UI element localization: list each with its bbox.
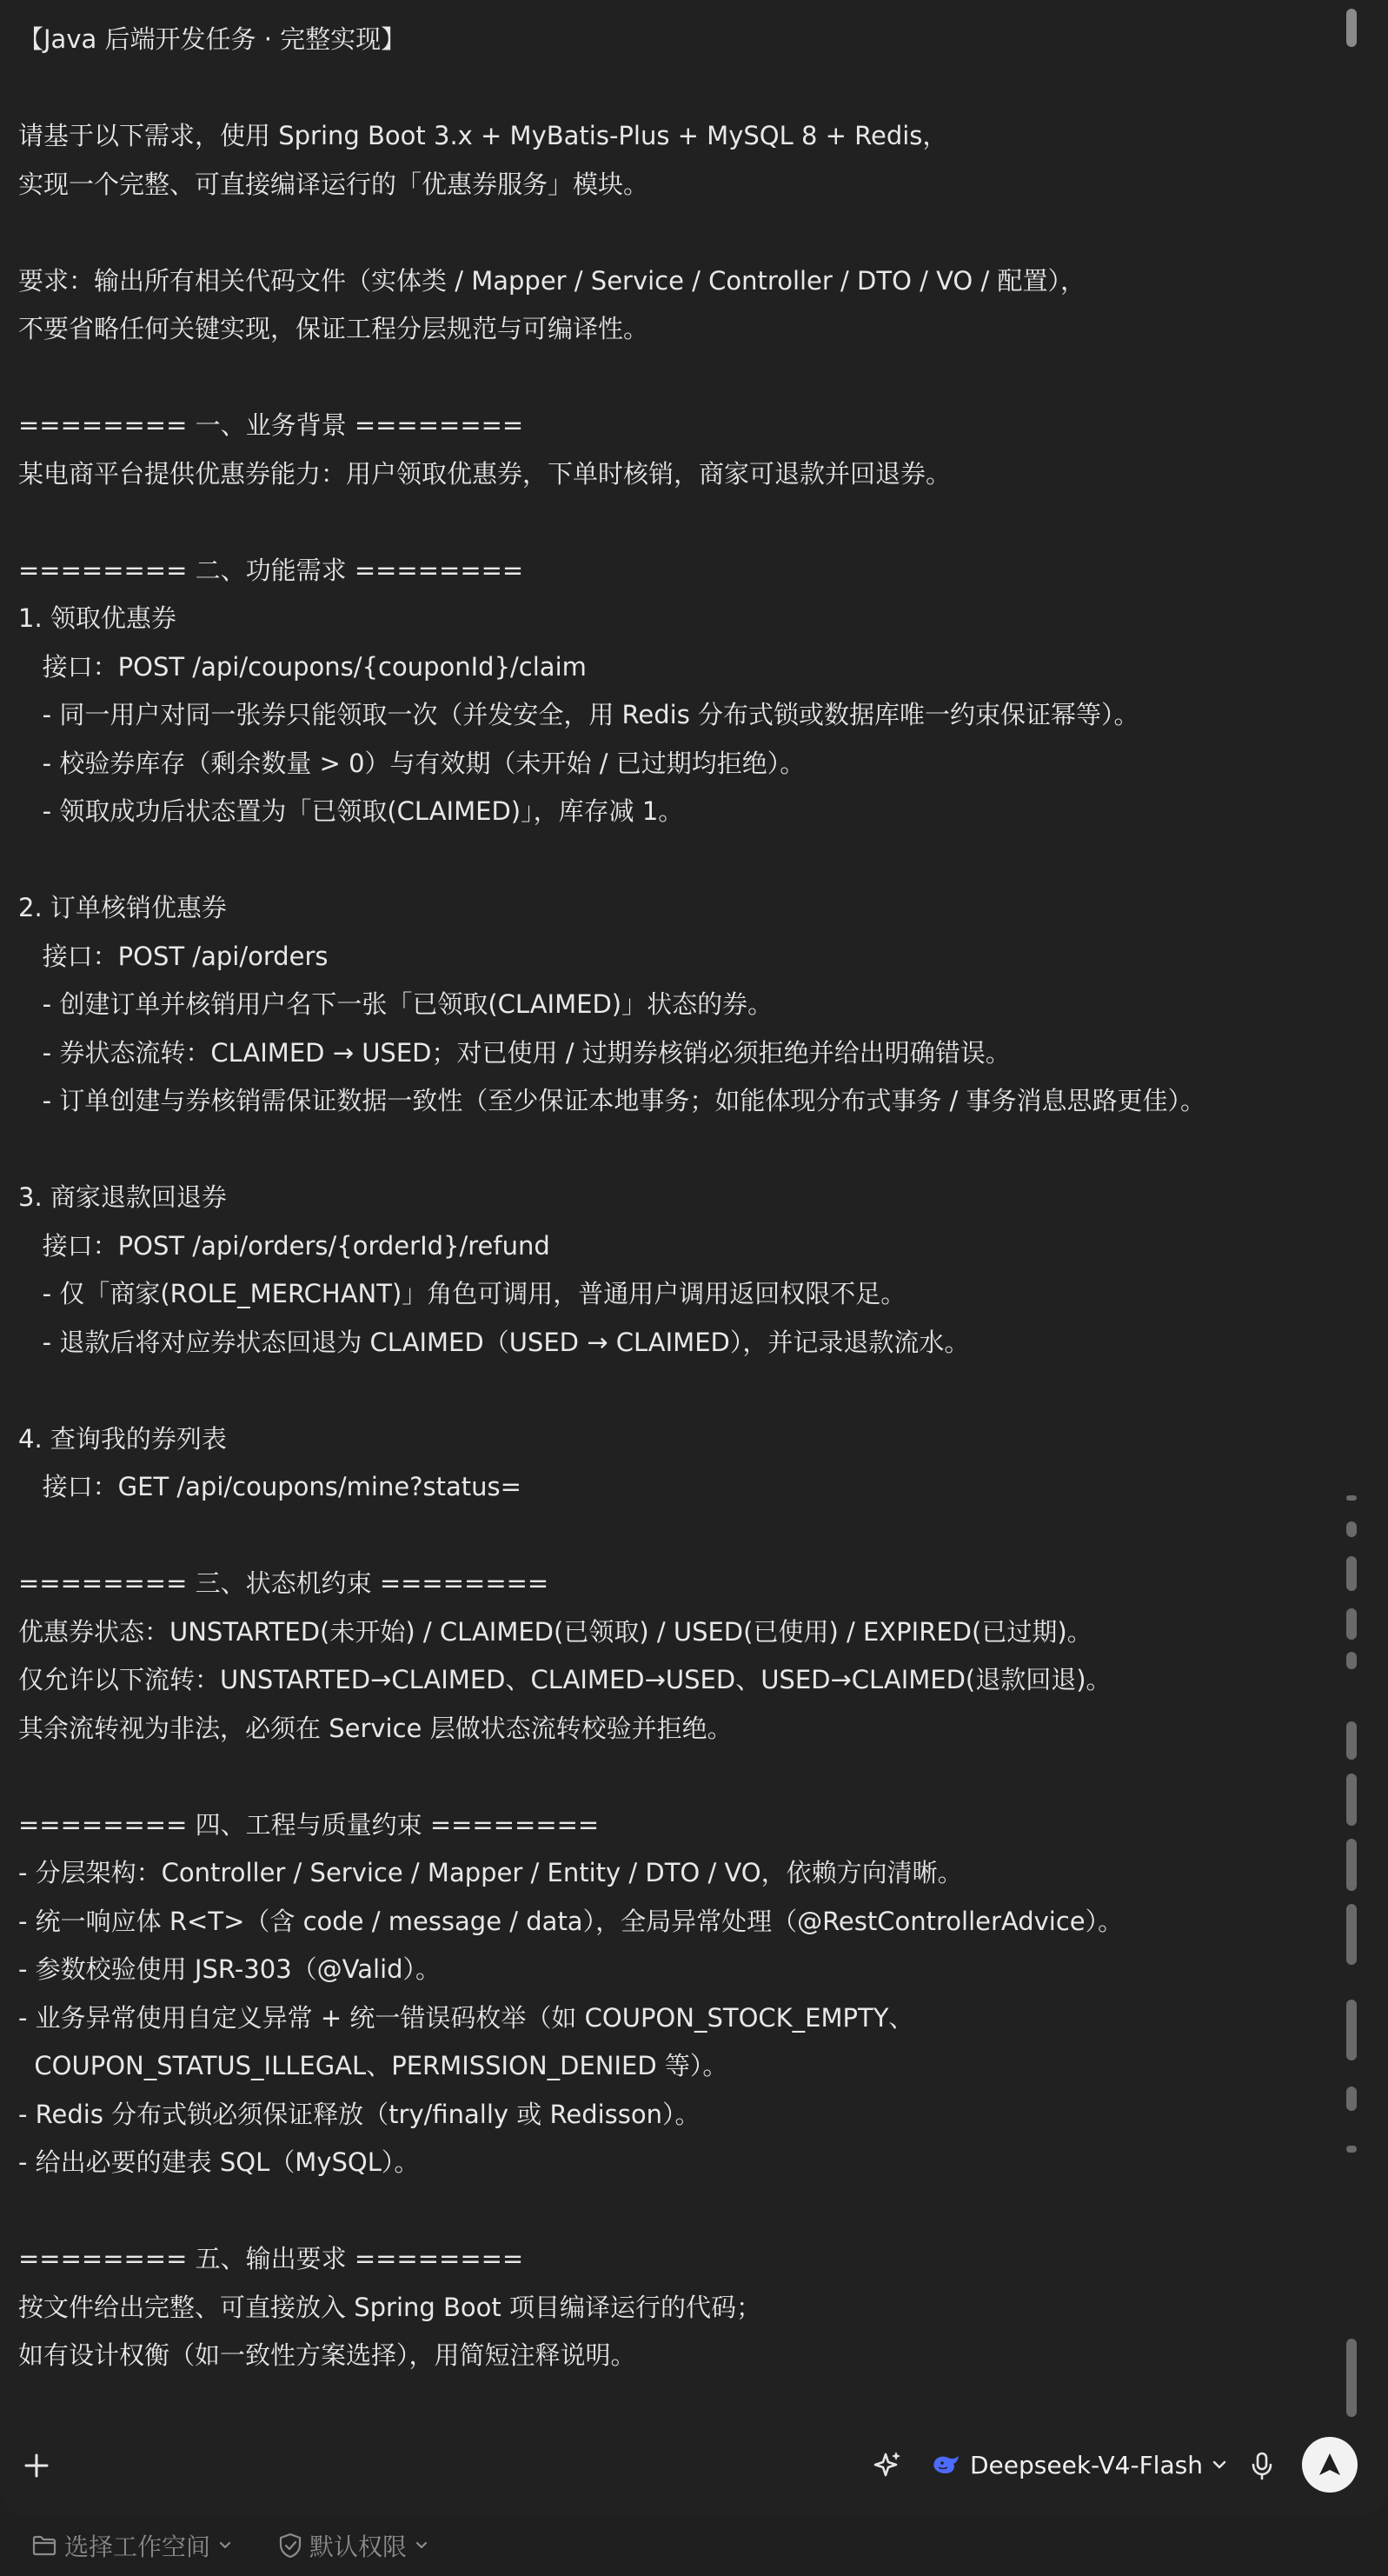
- prompt-line: ======== 三、状态机约束 ========: [18, 1568, 549, 1598]
- chevron-down-icon: [414, 2539, 429, 2552]
- blank-line: [18, 1753, 1339, 1801]
- prompt-line: 接口：POST /api/coupons/{couponId}/claim: [18, 651, 587, 682]
- prompt-line: - 订单创建与券核销需保证数据一致性（至少保证本地事务；如能体现分布式事务 / 事务消息思路更佳）。: [18, 1086, 1206, 1115]
- prompt-line: ======== 四、工程与质量约束 ========: [18, 1809, 600, 1840]
- blank-line: [18, 1126, 1339, 1175]
- chevron-down-icon: [1212, 2459, 1227, 2471]
- prompt-line: - 退款后将对应券状态回退为 CLAIMED（USED → CLAIMED），并记录退款流水。: [18, 1327, 970, 1357]
- scrollbar-segment: [1346, 1904, 1357, 1965]
- prompt-line: - 仅「商家(ROLE_MERCHANT)」角色可调用，普通用户调用返回权限不足。: [18, 1279, 907, 1308]
- plus-icon: [23, 2453, 50, 2479]
- prompt-line: 如有设计权衡（如一致性方案选择），用简短注释说明。: [18, 2340, 636, 2370]
- scrollbar-segment: [1346, 1774, 1357, 1826]
- scrollbar-segment: [1346, 1652, 1357, 1669]
- scrollbar-thumb[interactable]: [1346, 9, 1357, 47]
- prompt-line: - 分层架构：Controller / Service / Mapper / Entity / DTO / VO，依赖方向清晰。: [18, 1858, 963, 1887]
- blank-line: [18, 2187, 1339, 2236]
- prompt-line: 优惠券状态：UNSTARTED(未开始) / CLAIMED(已领取) / USED(已使用) / EXPIRED(已过期)。: [18, 1616, 1092, 1647]
- workspace-selector[interactable]: [31, 2530, 233, 2561]
- prompt-line: 接口：POST /api/orders/{orderId}/refund: [18, 1230, 550, 1261]
- blank-line: [18, 1367, 1339, 1415]
- blank-line: [18, 1512, 1339, 1561]
- prompt-line: 实现一个完整、可直接编译运行的「优惠券服务」模块。: [18, 169, 649, 199]
- prompt-line: 2. 订单核销优惠券: [18, 893, 227, 922]
- permission-selector[interactable]: [278, 2530, 429, 2561]
- scrollbar-segment: [1346, 2146, 1357, 2153]
- sparkle-icon: [872, 2449, 903, 2480]
- prompt-line: 接口：GET /api/coupons/mine?status=: [18, 1472, 521, 1501]
- prompt-line: 其余流转视为非法，必须在 Service 层做状态流转校验并拒绝。: [18, 1713, 733, 1743]
- blank-line: [18, 836, 1339, 885]
- prompt-line: - 领取成功后状态置为「已领取(CLAIMED)」，库存减 1。: [18, 796, 684, 826]
- scrollbar-segment: [1346, 2339, 1357, 2417]
- model-name: Deepseek-V4-Flash: [970, 2450, 1203, 2479]
- scrollbar-segment: [1346, 1556, 1357, 1591]
- scrollbar[interactable]: [1346, 9, 1358, 2417]
- prompt-line: - 创建订单并核销用户名下一张「已领取(CLAIMED)」状态的券。: [18, 989, 774, 1019]
- status-footer: [0, 2514, 1388, 2576]
- deepseek-whale-icon: [932, 2453, 961, 2476]
- prompt-line: - 券状态流转：CLAIMED → USED；对已使用 / 过期券核销必须拒绝并给出明确错误。: [18, 1037, 1011, 1068]
- prompt-line: 不要省略任何关键实现，保证工程分层规范与可编译性。: [18, 314, 649, 343]
- scrollbar-segment: [1346, 1839, 1357, 1891]
- prompt-line: 4. 查询我的券列表: [18, 1423, 227, 1454]
- add-attachment-button[interactable]: [17, 2446, 56, 2485]
- prompt-line: 按文件给出完整、可直接放入 Spring Boot 项目编译运行的代码；: [18, 2292, 761, 2322]
- prompt-line: - 统一响应体 R<T>（含 code / message / data），全局异常处理（@RestControllerAdvice）。: [18, 1906, 1124, 1936]
- blank-line: [18, 209, 1339, 257]
- scrollbar-segment: [1346, 1608, 1357, 1640]
- microphone-icon: [1250, 2451, 1274, 2480]
- enhance-prompt-button[interactable]: [867, 2445, 907, 2485]
- prompt-textarea[interactable]: [18, 16, 1339, 2380]
- prompt-line: ======== 一、业务背景 ========: [18, 410, 524, 440]
- scrollbar-segment: [1346, 1495, 1357, 1501]
- prompt-line: 仅允许以下流转：UNSTARTED→CLAIMED、CLAIMED→USED、USED→CLAIMED(退款回退)。: [18, 1665, 1112, 1694]
- workspace-label: 选择工作空间: [64, 2533, 211, 2561]
- blank-line: [18, 64, 1339, 113]
- prompt-line: ======== 五、输出要求 ========: [18, 2244, 524, 2273]
- prompt-line: ======== 二、功能需求 ========: [18, 555, 524, 585]
- prompt-line: - 业务异常使用自定义异常 + 统一错误码枚举（如 COUPON_STOCK_EMPTY、: [18, 2002, 914, 2033]
- prompt-line: COUPON_STATUS_ILLEGAL、PERMISSION_DENIED 等）。: [18, 2051, 728, 2080]
- scrollbar-segment: [1346, 2000, 1357, 2060]
- chevron-down-icon: [217, 2539, 233, 2552]
- prompt-line: 接口：POST /api/orders: [18, 941, 329, 971]
- prompt-line: 1. 领取优惠券: [18, 603, 176, 633]
- permission-label: 默认权限: [309, 2533, 408, 2561]
- prompt-line: - 同一用户对同一张券只能领取一次（并发安全，用 Redis 分布式锁或数据库唯一约束保证幂等）。: [18, 700, 1139, 729]
- prompt-line: 【Java 后端开发任务 · 完整实现】: [18, 24, 407, 54]
- blank-line: [18, 498, 1339, 547]
- prompt-line: - 给出必要的建表 SQL（MySQL）。: [18, 2147, 420, 2177]
- send-arrow-icon: [1315, 2450, 1345, 2479]
- scrollbar-segment: [1346, 1721, 1357, 1760]
- prompt-line: - 校验券库存（剩余数量 > 0）与有效期（未开始 / 已过期均拒绝）。: [18, 748, 806, 778]
- prompt-line: - Redis 分布式锁必须保证释放（try/finally 或 Redisson）。: [18, 2099, 701, 2129]
- composer-toolbar: [0, 2434, 1388, 2495]
- shield-check-icon: [278, 2532, 302, 2559]
- folder-icon: [31, 2534, 57, 2557]
- scrollbar-segment: [1346, 1521, 1357, 1537]
- prompt-line: 某电商平台提供优惠券能力：用户领取优惠券，下单时核销，商家可退款并回退券。: [18, 458, 952, 489]
- blank-line: [18, 354, 1339, 403]
- model-selector[interactable]: [932, 2446, 1227, 2483]
- prompt-line: 请基于以下需求，使用 Spring Boot 3.x + MyBatis-Plus + MySQL 8 + Redis，: [18, 121, 948, 150]
- prompt-line: 3. 商家退款回退券: [18, 1182, 227, 1212]
- prompt-line: - 参数校验使用 JSR-303（@Valid）。: [18, 1954, 442, 1984]
- scrollbar-segment: [1346, 2087, 1357, 2111]
- send-button[interactable]: [1302, 2437, 1358, 2493]
- prompt-line: 要求：输出所有相关代码文件（实体类 / Mapper / Service / Controller / DTO / VO / 配置），: [18, 265, 1086, 296]
- voice-input-button[interactable]: [1243, 2446, 1281, 2485]
